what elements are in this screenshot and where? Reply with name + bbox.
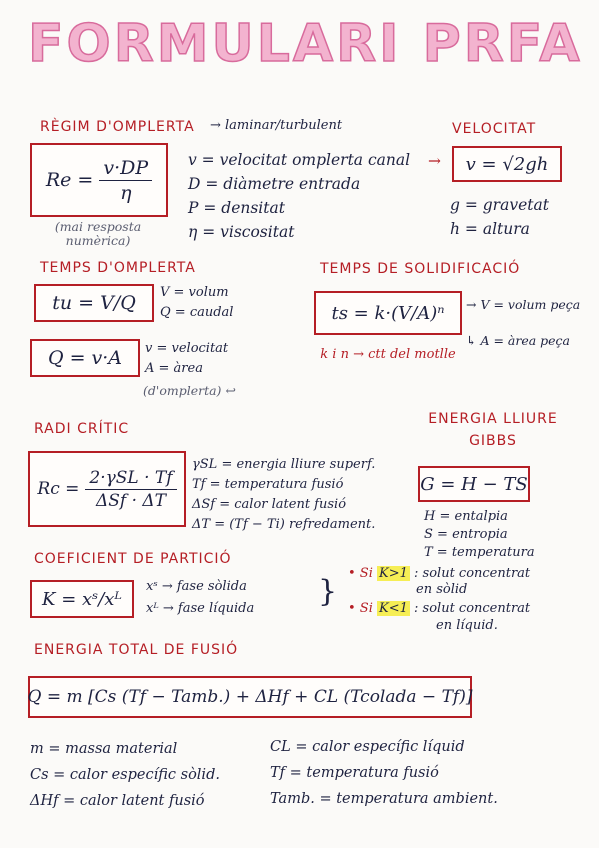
reynolds-fraction xyxy=(99,157,152,204)
def-tf: Tf = temperatura fusió xyxy=(192,477,344,492)
gibbs-formula-box: G = H − TS xyxy=(418,466,530,502)
def-volum-peca: → V = volum peça xyxy=(466,297,581,312)
fusio-definitions-right xyxy=(270,734,498,812)
reynolds-numerator: v·DP xyxy=(99,157,152,181)
ts-formula-box: ts = k·(V/A)ⁿ xyxy=(314,291,462,335)
radi-fraction xyxy=(85,468,176,511)
link-arrow-icon: → xyxy=(428,152,441,170)
particio-definitions xyxy=(146,576,254,620)
case-2-prefix: • Si xyxy=(348,601,377,616)
fusio-heading: ENERGIA TOTAL DE FUSIÓ xyxy=(34,642,239,658)
tu-formula-box: tu = V/Q xyxy=(34,284,154,322)
def-velocitat: v = velocitat xyxy=(145,341,229,356)
def-cs: Cs = calor específic sòlid. xyxy=(30,767,220,783)
def-v: v = velocitat omplerta canal xyxy=(188,151,411,169)
page-title: FORMULARI PRFA xyxy=(28,14,583,74)
tu-definitions xyxy=(160,283,233,323)
particio-case-2 xyxy=(348,600,530,634)
def-xs: xˢ → fase sòlida xyxy=(146,579,247,594)
case-1-prefix: • Si xyxy=(348,566,377,581)
case-2-text: : solut concentrat xyxy=(409,601,531,616)
def-area-peca: ↳ A = àrea peça xyxy=(466,333,570,348)
ts-definitions xyxy=(466,294,580,352)
gibbs-heading-2: GIBBS xyxy=(469,433,517,449)
def-volum: V = volum xyxy=(160,285,229,300)
def-h: h = altura xyxy=(450,220,530,238)
case-2-condition: K<1 xyxy=(379,601,408,616)
def-cl: CL = calor específic líquid xyxy=(270,739,465,755)
radi-denominator: ΔSf · ΔT xyxy=(95,490,166,511)
omplerta-note: (d'omplerta) ↩ xyxy=(143,383,236,398)
radi-heading: RADI CRÍTIC xyxy=(34,421,130,437)
reynolds-formula-box xyxy=(30,143,168,217)
def-tf2: Tf = temperatura fusió xyxy=(270,765,439,781)
def-gamma: γSL = energia lliure superf. xyxy=(192,457,376,472)
def-tamb: Tamb. = temperatura ambient. xyxy=(270,791,498,807)
def-xl: xᴸ → fase líquida xyxy=(146,601,255,616)
def-temperatura: T = temperatura xyxy=(424,545,535,560)
regim-arrow-text: → laminar/turbulent xyxy=(210,118,343,133)
case-1-text: : solut concentrat xyxy=(409,566,531,581)
regim-heading: RÈGIM D'OMPLERTA xyxy=(40,119,195,135)
velocitat-definitions xyxy=(450,193,549,241)
fusio-formula-box: Q = m [Cs (Tf − Tamb.) + ΔHf + CL (Tcolada − Tf)] xyxy=(28,676,472,718)
particio-heading: COEFICIENT DE PARTICIÓ xyxy=(34,551,232,567)
def-d: D = diàmetre entrada xyxy=(188,175,361,193)
reynolds-definitions xyxy=(188,148,410,244)
def-entropia: S = entropia xyxy=(424,527,508,542)
case-1-condition: K>1 xyxy=(379,566,408,581)
velocitat-formula-box: v = √2gh xyxy=(452,146,562,182)
reynolds-lhs: Re = xyxy=(45,169,94,191)
gibbs-definitions xyxy=(424,508,535,562)
case-2-text-2: en líquid. xyxy=(436,618,498,633)
def-dsf: ΔSf = calor latent fusió xyxy=(192,497,347,512)
velocitat-heading: VELOCITAT xyxy=(452,121,537,137)
particio-formula-box: K = xˢ/xᴸ xyxy=(30,580,134,618)
radi-lhs: Rc = xyxy=(37,479,80,499)
radi-definitions xyxy=(192,455,375,535)
particio-case-1 xyxy=(348,566,530,598)
fusio-definitions-left xyxy=(30,736,220,814)
def-dhf: ΔHf = calor latent fusió xyxy=(30,793,205,809)
reynolds-note: (mai resposta numèrica) xyxy=(54,219,142,248)
gibbs-heading-1: ENERGIA LLIURE xyxy=(428,411,558,427)
ts-kn-note: k i n → ctt del motlle xyxy=(320,347,456,362)
case-1-text-2: en sòlid xyxy=(416,582,468,597)
def-massa: m = massa material xyxy=(30,741,178,757)
temps-omplerta-heading: TEMPS D'OMPLERTA xyxy=(40,260,196,276)
radi-formula-box xyxy=(28,451,186,527)
def-eta: η = viscositat xyxy=(188,223,295,241)
def-dt: ΔT = (Tf − Ti) refredament. xyxy=(192,517,376,532)
def-entalpia: H = entalpia xyxy=(424,509,508,524)
def-g: g = gravetat xyxy=(450,196,549,214)
def-caudal: Q = caudal xyxy=(160,305,234,320)
def-area: A = àrea xyxy=(145,361,203,376)
reynolds-denominator: η xyxy=(120,181,132,204)
def-p: P = densitat xyxy=(188,199,285,217)
brace-icon: } xyxy=(318,574,338,609)
q-formula-box: Q = v·A xyxy=(30,339,140,377)
temps-solid-heading: TEMPS DE SOLIDIFICACIÓ xyxy=(320,261,521,277)
radi-numerator: 2·γSL · Tf xyxy=(85,468,176,490)
q-definitions xyxy=(145,339,228,379)
